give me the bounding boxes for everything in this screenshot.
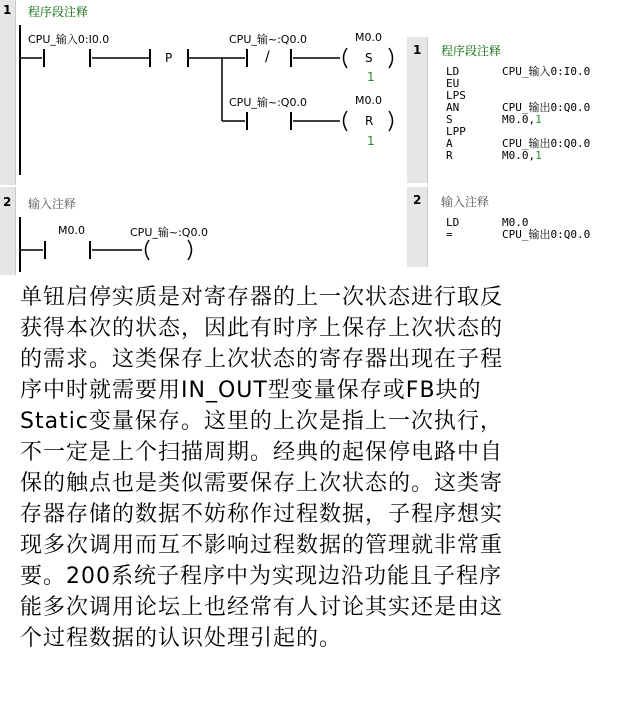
coil-set-label: M0.0 — [355, 31, 382, 44]
stl-network-2-code — [446, 217, 590, 241]
coil-set-count: 1 — [367, 70, 375, 84]
stl-network-2-number: 2 — [413, 193, 422, 207]
stl-network-2[interactable] — [407, 187, 631, 267]
stl-opcode: LD — [446, 65, 460, 78]
stl-network-2-title[interactable]: 输入注释 — [441, 195, 490, 209]
stl-network-1-number: 1 — [413, 43, 422, 57]
stl-network-1[interactable] — [407, 37, 631, 183]
paragraph-line: 单钮启停实质是对寄存器的上一次状态进行取反 — [20, 285, 504, 310]
paragraph-line: 要。200系统子程序中为实现边沿功能且子程序 — [20, 564, 502, 589]
stl-opcode: S — [446, 113, 453, 126]
contact-m-label: M0.0 — [58, 224, 85, 237]
ladder-network-1-diagram — [0, 0, 405, 185]
coil-reset-count: 1 — [367, 134, 375, 148]
edge-p-symbol: P — [165, 51, 173, 65]
paragraph-line: 获得本次的状态，因此有时序上保存上次状态的 — [20, 316, 504, 341]
stl-operand: CPU_输出0:Q0.0 — [502, 137, 591, 150]
contact-m-symbol — [45, 241, 90, 259]
stl-instruction-row[interactable] — [446, 78, 590, 90]
coil-reset-letter: R — [365, 114, 374, 128]
ladder-network-1-number: 1 — [3, 3, 12, 17]
stl-opcode: LPP — [446, 125, 466, 138]
paragraph-line: 保的触点也是类似需要保存上次状态的。这类寄 — [20, 471, 504, 496]
paragraph-line: Static变量保存。这里的上次是指上一次执行， — [20, 409, 503, 434]
stl-network-1-title[interactable]: 程序段注释 — [441, 44, 502, 58]
contact-in-label: CPU_输入0:I0.0 — [28, 33, 110, 46]
paragraph-line: 的需求。这类保存上次状态的寄存器出现在子程 — [20, 347, 504, 372]
paragraph-line: 个过程数据的认识处理引起的。 — [20, 626, 343, 651]
stl-operand-count: 1 — [535, 113, 542, 126]
stl-instruction-row[interactable] — [446, 150, 590, 162]
stl-operand: M0.0 — [502, 216, 529, 229]
ladder-network-2-title[interactable]: 输入注释 — [28, 197, 77, 211]
stl-instruction-row[interactable] — [446, 66, 590, 78]
stl-network-1-code — [446, 66, 590, 162]
ladder-network-2-number: 2 — [3, 195, 12, 209]
stl-opcode: AN — [446, 101, 460, 114]
ladder-network-2[interactable] — [0, 187, 405, 275]
ladder-network-2-diagram — [0, 187, 405, 275]
contact-not-slash: / — [265, 49, 270, 65]
ladder-network-1[interactable] — [0, 0, 405, 185]
stl-operand: M0.0, — [502, 113, 536, 126]
stl-operand: CPU_输出0:Q0.0 — [502, 228, 591, 241]
paragraph-line: 存器存储的数据不妨称作过程数据，子程序想实 — [20, 502, 504, 527]
contact-q-label: CPU_输~:Q0.0 — [229, 96, 307, 109]
coil-out-symbol — [146, 240, 192, 260]
stl-instruction-row[interactable] — [446, 114, 590, 126]
paragraph-line: 能多次调用论坛上也经常有人讨论其实还是由这 — [20, 595, 504, 620]
stl-opcode: EU — [446, 77, 460, 90]
paragraph-line: 现多次调用而互不影响过程数据的管理就非常重 — [20, 533, 504, 558]
stl-opcode: A — [446, 137, 453, 150]
coil-set-letter: S — [365, 51, 373, 65]
paragraph-line: 不一定是上个扫描周期。经典的起保停电路中自 — [20, 440, 504, 465]
stl-operand: CPU_输出0:Q0.0 — [502, 101, 591, 114]
stl-instruction-row[interactable] — [446, 229, 590, 241]
ladder-network-1-title[interactable]: 程序段注释 — [28, 5, 89, 19]
coil-out-label: CPU_输~:Q0.0 — [130, 226, 208, 239]
stl-network-1-gutter — [407, 37, 428, 183]
stl-operand: M0.0, — [502, 149, 536, 162]
stl-opcode: LPS — [446, 89, 466, 102]
contact-not-label: CPU_输~:Q0.0 — [229, 33, 307, 46]
contact-in-symbol — [44, 49, 90, 67]
stl-opcode: LD — [446, 216, 460, 229]
coil-reset-label: M0.0 — [355, 94, 382, 107]
contact-q-symbol — [247, 112, 291, 130]
stl-opcode: = — [446, 228, 453, 241]
explanation-paragraph — [20, 282, 625, 654]
stl-opcode: R — [446, 149, 453, 162]
paragraph-line: 序中时就需要用IN_OUT型变量保存或FB块的 — [20, 378, 482, 403]
stl-operand: CPU_输入0:I0.0 — [502, 65, 591, 78]
stl-operand-count: 1 — [535, 149, 542, 162]
